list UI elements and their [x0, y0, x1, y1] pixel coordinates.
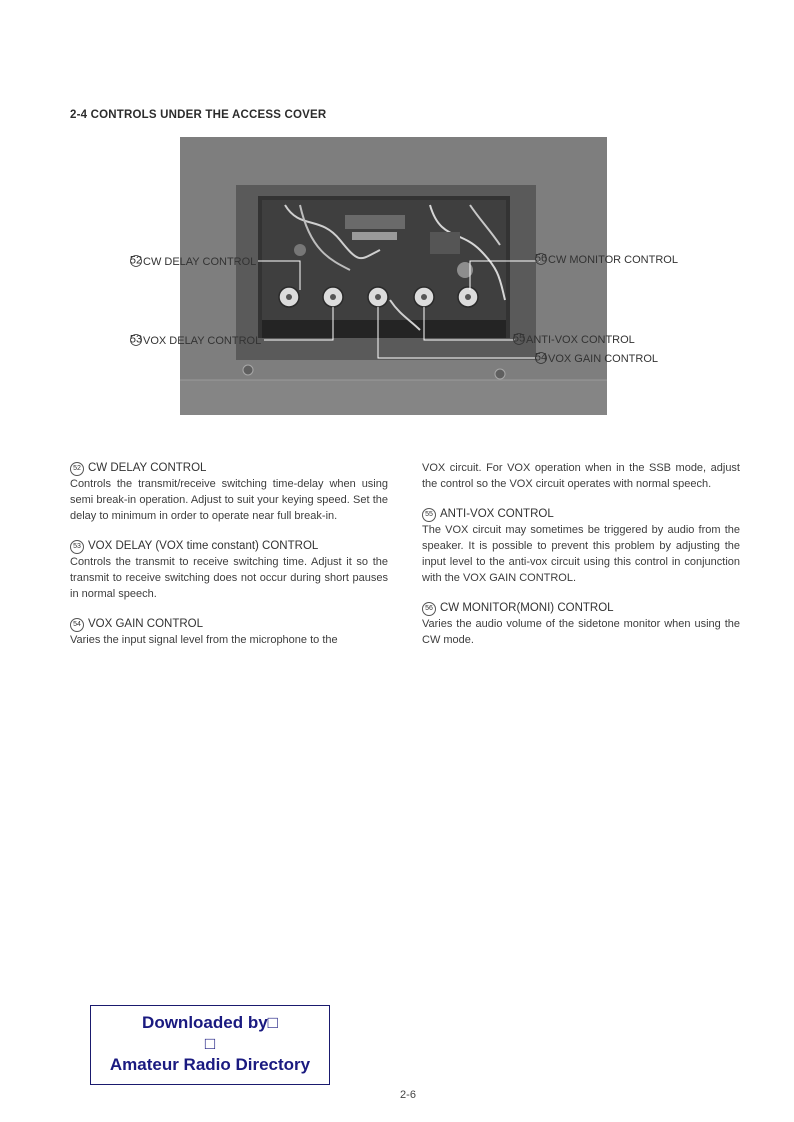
svg-text:55: 55 [512, 332, 526, 345]
callout-cw-delay [130, 255, 256, 269]
item-number: 53 [70, 540, 84, 554]
svg-text:56: 56 [534, 252, 548, 265]
svg-text:53: 53 [129, 333, 143, 346]
download-banner [90, 1005, 330, 1085]
item-vox-delay [70, 538, 388, 602]
item-vox-gain-continued [422, 460, 740, 492]
item-title: 53 VOX DELAY (VOX time constant) CONTROL [70, 538, 388, 554]
svg-text:VOX GAIN CONTROL: VOX GAIN CONTROL [548, 353, 659, 365]
svg-text:54: 54 [534, 351, 548, 364]
item-anti-vox [422, 506, 740, 586]
svg-text:52: 52 [129, 254, 143, 267]
item-body: Varies the audio volume of the sidetone monitor when using the CW mode. [422, 618, 740, 646]
right-column [422, 460, 740, 662]
svg-text:CW MONITOR CONTROL: CW MONITOR CONTROL [548, 254, 678, 266]
callout-cw-monitor [535, 253, 678, 267]
page-number: 2-6 [400, 1089, 416, 1101]
access-cover-photo [0, 0, 794, 430]
item-vox-gain [70, 616, 388, 648]
item-title: 52 CW DELAY CONTROL [70, 460, 388, 476]
item-body: Controls the transmit/receive switching time-delay when using semi break-in operation. Adjust to suit your keying speed. Set the delay to minimum in order to operate near full break-in. [70, 478, 388, 522]
svg-text:CW DELAY CONTROL: CW DELAY CONTROL [143, 256, 257, 268]
item-cw-monitor [422, 600, 740, 648]
banner-line-2: □ [204, 1034, 216, 1053]
left-column [70, 460, 388, 662]
item-body: Controls the transmit to receive switching time. Adjust it so the transmit to receive switching does not occur during short pauses in normal speech. [70, 556, 388, 600]
banner-line-1: Downloaded by□ [142, 1013, 278, 1032]
item-body: The VOX circuit may sometimes be triggered by audio from the speaker. It is possible to prevent this problem by adjusting the input level to the anti-vox circuit using this control in conjunction with the VOX GAIN CONTROL. [422, 524, 740, 584]
item-title: 54 VOX GAIN CONTROL [70, 616, 388, 632]
callout-vox-gain [535, 352, 658, 366]
svg-text:ANTI-VOX CONTROL: ANTI-VOX CONTROL [526, 334, 635, 346]
item-body: Varies the input signal level from the microphone to the [70, 634, 338, 646]
section-heading: 2-4 CONTROLS UNDER THE ACCESS COVER [70, 109, 327, 121]
svg-text:VOX DELAY CONTROL: VOX DELAY CONTROL [143, 335, 262, 347]
item-title: 56 CW MONITOR(MONI) CONTROL [422, 600, 740, 616]
banner-line-3: Amateur Radio Directory [109, 1055, 311, 1074]
callout-vox-delay [130, 334, 261, 348]
callout-anti-vox [513, 333, 635, 347]
item-title: 55 ANTI-VOX CONTROL [422, 506, 740, 522]
item-number: 55 [422, 508, 436, 522]
item-number: 54 [70, 618, 84, 632]
item-cw-delay [70, 460, 388, 524]
item-number: 56 [422, 602, 436, 616]
item-body: VOX circuit. For VOX operation when in the SSB mode, adjust the control so the VOX circuit operates with normal speech. [422, 462, 740, 490]
item-number: 52 [70, 462, 84, 476]
